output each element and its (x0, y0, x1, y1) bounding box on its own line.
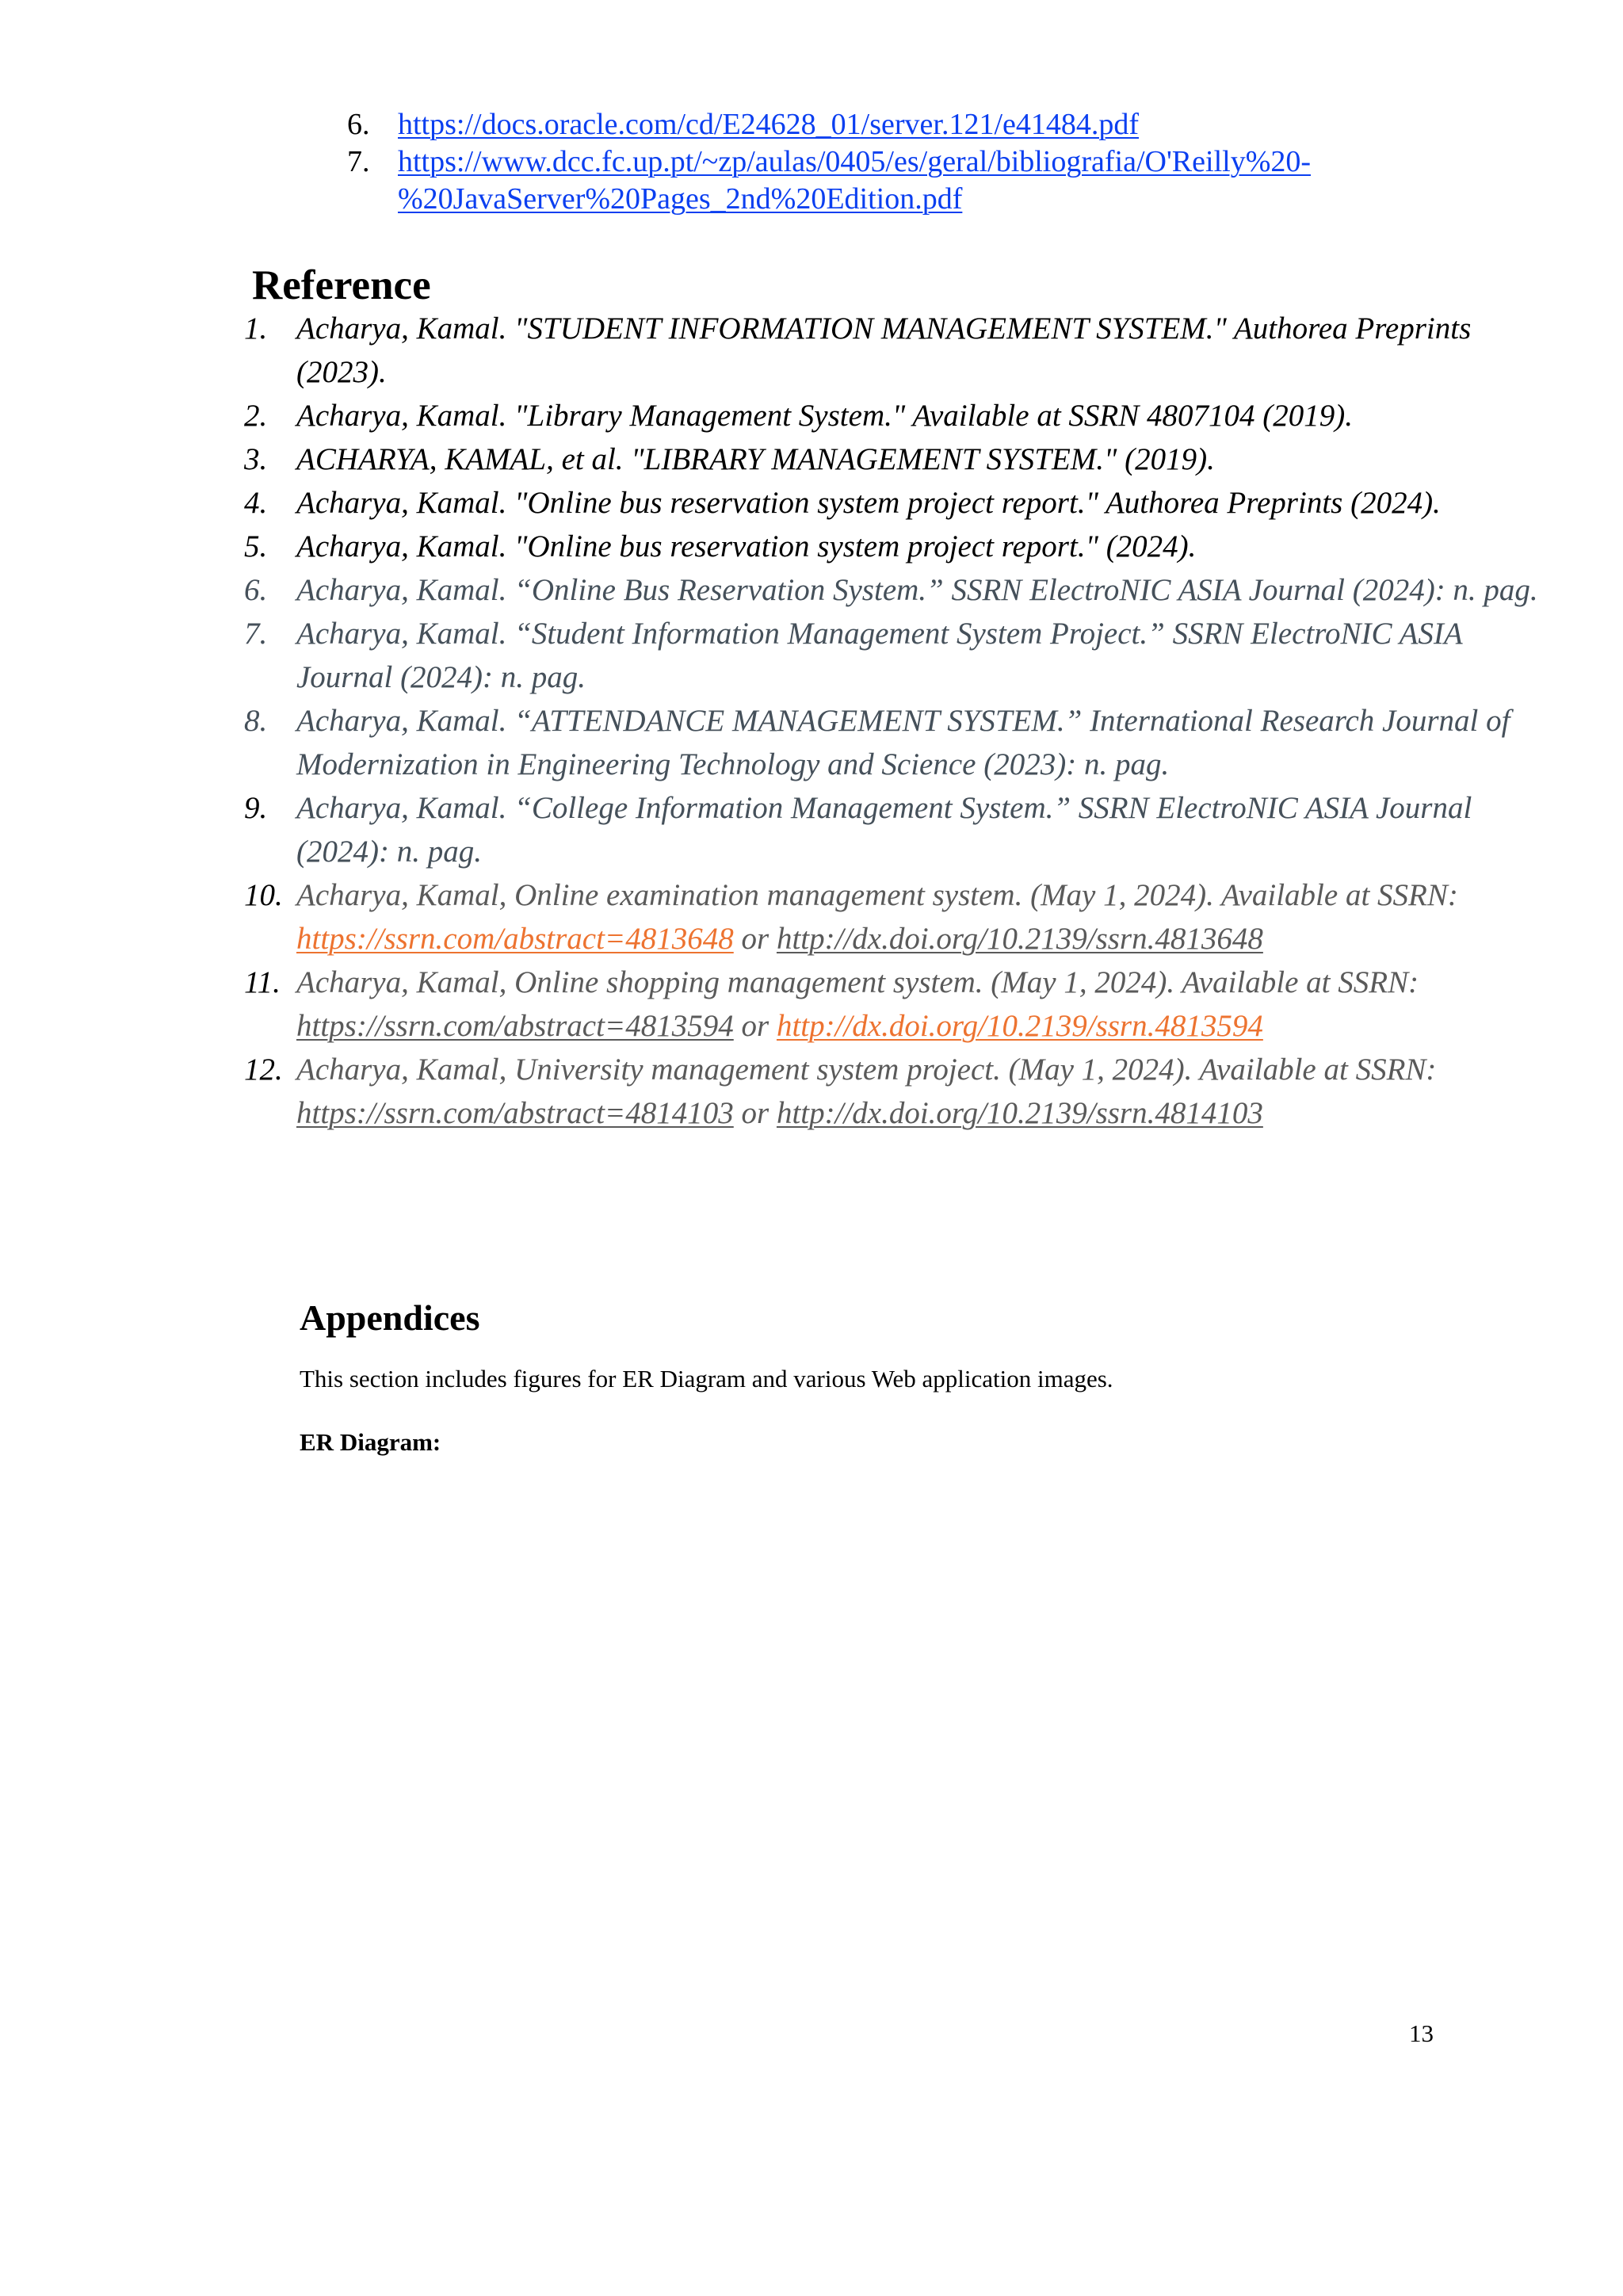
reference-text: ACHARYA, KAMAL, et al. "LIBRARY MANAGEMENT SYSTEM." (2019). (296, 442, 1215, 476)
appendices-heading: Appendices (300, 1297, 480, 1338)
reference-item-3 (244, 437, 1544, 481)
reference-number: 8. (244, 704, 268, 738)
reference-text: Acharya, Kamal. "Online bus reservation system project report." Authorea Preprints (2024). (296, 486, 1441, 520)
reference-text: Acharya, Kamal, Online examination management system. (May 1, 2024). Available at SSRN: (296, 878, 1458, 912)
reference-number: 1. (244, 311, 268, 346)
reference-number: 11. (244, 965, 281, 999)
reference-item-2 (244, 394, 1544, 437)
reference-text: Acharya, Kamal. “ATTENDANCE MANAGEMENT SYSTEM.” International Research Journal of Modernization in Engineering Technology and Science (2023): n. pag. (296, 704, 1510, 781)
reference-text: Acharya, Kamal. "STUDENT INFORMATION MANAGEMENT SYSTEM." Authorea Preprints (2023). (296, 311, 1472, 389)
reference-item-9 (244, 786, 1544, 873)
jsp-book-link[interactable]: https://www.dcc.fc.up.pt/~zp/aulas/0405/es/geral/bibliografia/O'Reilly%20- (398, 145, 1312, 178)
reference-text: Acharya, Kamal. “Online Bus Reservation System.” SSRN ElectroNIC ASIA Journal (2024): n. pag. (296, 573, 1538, 607)
reference-item-12 (244, 1048, 1544, 1135)
jsp-book-link-continued[interactable]: %20JavaServer%20Pages_2nd%20Edition.pdf (398, 182, 963, 216)
link-item-7 (347, 143, 1536, 218)
appendices-description: This section includes figures for ER Diagram and various Web application images. (300, 1365, 1113, 1392)
ssrn-abstract-link[interactable]: https://ssrn.com/abstract=4813594 (296, 1009, 734, 1043)
doi-link[interactable]: http://dx.doi.org/10.2139/ssrn.4813648 (776, 922, 1263, 956)
reference-list (244, 307, 1544, 1135)
er-diagram-label: ER Diagram: (300, 1428, 441, 1456)
ssrn-abstract-link[interactable]: https://ssrn.com/abstract=4814103 (296, 1096, 734, 1130)
reference-or-text: or (733, 1009, 777, 1043)
top-links-list (347, 106, 1536, 218)
ssrn-abstract-link[interactable]: https://ssrn.com/abstract=4813648 (296, 922, 734, 956)
reference-item-8 (244, 699, 1544, 786)
reference-number: 9. (244, 791, 268, 825)
reference-text: Acharya, Kamal. “Student Information Management System Project.” SSRN ElectroNIC ASIA Journal (2024): n. pag. (296, 617, 1462, 694)
reference-item-10 (244, 873, 1544, 961)
reference-text: Acharya, Kamal, Online shopping management system. (May 1, 2024). Available at SSRN: (296, 965, 1419, 999)
link-number: 7. (347, 145, 370, 178)
reference-number: 7. (244, 617, 268, 651)
reference-text: Acharya, Kamal. “College Information Management System.” SSRN ElectroNIC ASIA Journal (2024): n. pag. (296, 791, 1472, 869)
reference-item-11 (244, 961, 1544, 1048)
reference-item-5 (244, 525, 1544, 568)
reference-number: 2. (244, 399, 268, 433)
page-number: 13 (1409, 2019, 1434, 2047)
reference-or-text: or (733, 1096, 777, 1130)
link-number: 6. (347, 108, 370, 141)
reference-number: 3. (244, 442, 268, 476)
reference-text: Acharya, Kamal, University management system project. (May 1, 2024). Available at SSRN: (296, 1052, 1437, 1087)
reference-item-1 (244, 307, 1544, 394)
reference-or-text: or (733, 922, 777, 956)
reference-number: 5. (244, 529, 268, 563)
reference-text: Acharya, Kamal. "Library Management System." Available at SSRN 4807104 (2019). (296, 399, 1353, 433)
reference-item-4 (244, 481, 1544, 525)
reference-item-7 (244, 612, 1544, 699)
reference-heading: Reference (252, 262, 431, 308)
doi-link[interactable]: http://dx.doi.org/10.2139/ssrn.4813594 (776, 1009, 1263, 1043)
reference-number: 10. (244, 878, 283, 912)
reference-number: 12. (244, 1052, 283, 1087)
reference-number: 4. (244, 486, 268, 520)
reference-number: 6. (244, 573, 268, 607)
oracle-docs-link[interactable]: https://docs.oracle.com/cd/E24628_01/server.121/e41484.pdf (398, 108, 1140, 141)
reference-item-6 (244, 568, 1544, 612)
reference-text: Acharya, Kamal. "Online bus reservation system project report." (2024). (296, 529, 1197, 563)
link-item-6 (347, 106, 1536, 143)
doi-link[interactable]: http://dx.doi.org/10.2139/ssrn.4814103 (776, 1096, 1263, 1130)
